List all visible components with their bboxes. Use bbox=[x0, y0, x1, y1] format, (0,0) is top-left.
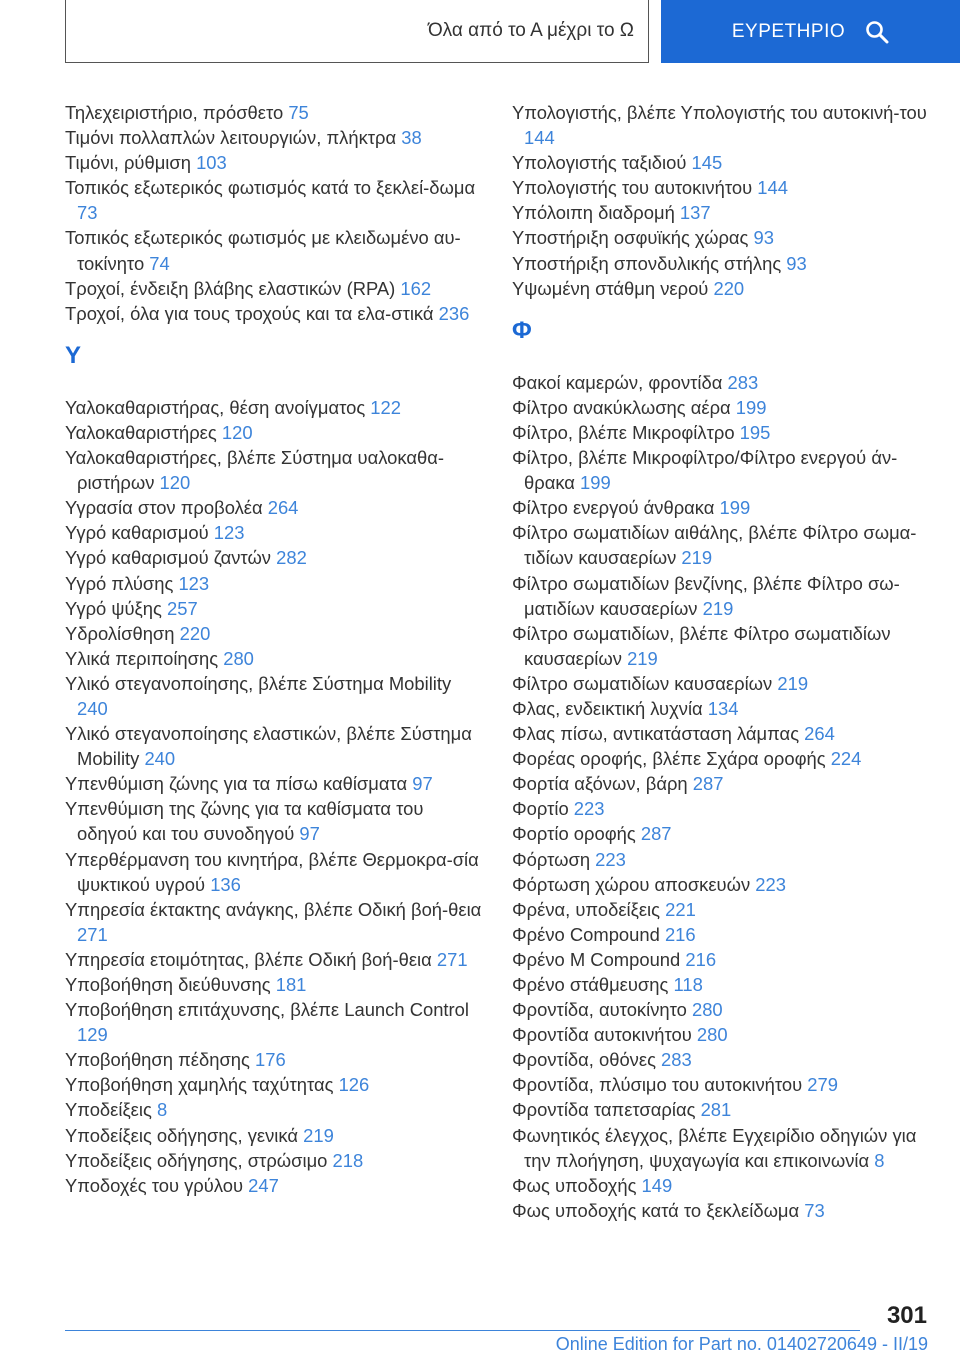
index-entry-text: Φορτίο οροφής bbox=[512, 823, 641, 845]
page-link[interactable]: 93 bbox=[786, 252, 807, 274]
index-entry bbox=[512, 746, 932, 771]
page-link[interactable]: 282 bbox=[276, 547, 307, 569]
index-entry bbox=[512, 495, 932, 520]
index-entry-text: Φόρτωση bbox=[512, 848, 596, 870]
index-entry bbox=[65, 997, 485, 1047]
page-link[interactable]: 144 bbox=[757, 177, 788, 199]
index-entry-text: Φόρτωση χώρου αποσκευών bbox=[512, 873, 756, 895]
index-entry-text: Υγρό καθαρισμού bbox=[65, 522, 214, 544]
index-entry-text: Υπολογιστής του αυτοκινήτου bbox=[512, 177, 758, 199]
page-link[interactable]: 181 bbox=[275, 974, 307, 995]
page-link[interactable]: 195 bbox=[739, 421, 771, 443]
index-entry-text: Φλας, ενδεικτική λυχνία bbox=[512, 697, 708, 719]
page-link[interactable]: 240 bbox=[77, 697, 108, 719]
page-link[interactable]: 8 bbox=[156, 1099, 168, 1121]
index-entry-text: Φορτίο bbox=[512, 798, 574, 820]
index-entry-text: Υποβοήθηση χαμηλής ταχύτητας bbox=[65, 1074, 339, 1096]
index-entry-text: Υαλοκαθαριστήρες, βλέπε Σύστημα υαλοκαθα-ριστήρων bbox=[65, 447, 444, 494]
index-entry bbox=[65, 1148, 485, 1173]
index-entry bbox=[65, 520, 485, 545]
left-entries-after bbox=[65, 395, 485, 1198]
page-link[interactable]: 223 bbox=[595, 848, 626, 870]
page-link[interactable]: 257 bbox=[166, 597, 198, 619]
index-entry-text: Υποβοήθηση διεύθυνσης bbox=[65, 974, 276, 995]
index-entry-text: Τοπικός εξωτερικός φωτισμός κατά το ξεκλεί-δωμα bbox=[65, 177, 476, 199]
index-entry bbox=[512, 947, 932, 972]
index-entry bbox=[512, 1123, 932, 1173]
index-entry-text: Φίλτρο ενεργού άνθρακα bbox=[512, 497, 720, 519]
a-to-z-tab[interactable] bbox=[65, 0, 649, 63]
index-entry bbox=[512, 175, 932, 200]
index-entry bbox=[65, 1173, 485, 1198]
index-entry-text: Φίλτρο, βλέπε Μικροφίλτρο/Φίλτρο ενεργού άν-θρακα bbox=[512, 447, 898, 494]
page-link[interactable]: 240 bbox=[144, 748, 176, 770]
index-entry-text: Υγρό ψύξης bbox=[65, 597, 167, 619]
index-entry-text: Φρένο M Compound bbox=[512, 948, 686, 970]
page-link[interactable]: 120 bbox=[221, 421, 253, 443]
index-column-left bbox=[65, 100, 485, 1198]
index-entry-text: Υπόλοιπη διαδρομή bbox=[512, 202, 680, 224]
index-entry-text: Φωνητικός έλεγχος, βλέπε Εγχειρίδιο οδηγιών για την πλοήγηση, ψυχαγωγία και επικοινωνία bbox=[512, 1124, 917, 1171]
index-entry-text: Υποδείξεις οδήγησης, γενικά bbox=[65, 1124, 304, 1146]
index-entry-text: Φρένο Compound bbox=[512, 923, 665, 945]
index-entry bbox=[512, 225, 932, 250]
page-link[interactable]: 271 bbox=[436, 948, 468, 970]
index-entry bbox=[65, 301, 485, 326]
page-link[interactable]: 283 bbox=[661, 1049, 692, 1071]
page-link[interactable]: 145 bbox=[691, 152, 723, 174]
index-entry-text: Φροντίδα αυτοκινήτου bbox=[512, 1024, 697, 1046]
a-to-z-label: Όλα από το Α μέχρι το Ω bbox=[427, 20, 634, 41]
page-link[interactable]: 176 bbox=[255, 1049, 286, 1071]
page-link[interactable]: 8 bbox=[874, 1149, 885, 1171]
index-entry bbox=[512, 671, 932, 696]
index-entry bbox=[65, 1072, 485, 1097]
page-link[interactable]: 38 bbox=[401, 127, 422, 149]
index-entry-text: Υποδείξεις bbox=[65, 1099, 157, 1121]
index-entry bbox=[65, 545, 485, 570]
index-entry bbox=[512, 520, 932, 570]
index-entry bbox=[65, 1047, 485, 1072]
index-entry-text: Τροχοί, όλα για τους τροχούς και τα ελα-στικά bbox=[65, 302, 439, 324]
index-entry-text: Υπολογιστής ταξιδιού bbox=[512, 152, 692, 174]
index-entry bbox=[65, 276, 485, 301]
page-link[interactable]: 134 bbox=[707, 697, 739, 719]
footer-divider bbox=[65, 1330, 860, 1331]
page-link[interactable]: 219 bbox=[303, 1124, 334, 1146]
page-link[interactable]: 220 bbox=[179, 622, 211, 644]
page-link[interactable]: 73 bbox=[804, 1199, 825, 1221]
page-link[interactable]: 216 bbox=[685, 948, 717, 970]
page-link[interactable]: 247 bbox=[248, 1174, 279, 1196]
page-link[interactable]: 218 bbox=[332, 1149, 364, 1171]
page-link[interactable]: 149 bbox=[641, 1174, 673, 1196]
index-entry-text: Υλικό στεγανοποίησης ελαστικών, βλέπε Σύστημα Mobility bbox=[65, 723, 472, 770]
index-entry-text: Υγρό καθαρισμού ζαντών bbox=[65, 547, 277, 569]
page-link[interactable]: 162 bbox=[400, 277, 432, 299]
page-link[interactable]: 224 bbox=[830, 748, 862, 770]
index-entry bbox=[65, 847, 485, 897]
index-entry bbox=[65, 721, 485, 771]
right-entries-before bbox=[512, 100, 932, 301]
index-entry-text: Φίλτρο ανακύκλωσης αέρα bbox=[512, 396, 736, 418]
index-entry bbox=[512, 1072, 932, 1097]
index-entry bbox=[65, 125, 485, 150]
footer-edition-text[interactable]: Online Edition for Part no. 01402720649 - II/19 bbox=[555, 1334, 928, 1354]
section-letter-upsilon: Υ bbox=[65, 341, 82, 369]
index-entry bbox=[65, 420, 485, 445]
index-entry-text: Υλικό στεγανοποίησης, βλέπε Σύστημα Mobility bbox=[65, 672, 452, 694]
page-link[interactable]: 219 bbox=[777, 672, 809, 694]
index-entry bbox=[512, 420, 932, 445]
page-link[interactable]: 264 bbox=[804, 723, 835, 745]
page-link[interactable]: 221 bbox=[665, 898, 696, 920]
index-entry-text: Υποστήριξη σπονδυλικής στήλης bbox=[512, 252, 787, 274]
index-entry bbox=[65, 445, 485, 495]
index-entry-text: Υγρασία στον προβολέα bbox=[65, 497, 268, 519]
index-entry bbox=[65, 972, 485, 997]
index-entry-text: Υλικά περιποίησης bbox=[65, 647, 224, 669]
index-entry bbox=[512, 150, 932, 175]
page-link[interactable]: 120 bbox=[159, 472, 191, 494]
page-link[interactable]: 264 bbox=[267, 497, 299, 519]
index-entry-text: Υαλοκαθαριστήρες bbox=[65, 421, 222, 443]
index-entry-text: Φορτία αξόνων, βάρη bbox=[512, 773, 693, 795]
index-entry bbox=[512, 445, 932, 495]
page-link[interactable]: 223 bbox=[755, 873, 786, 895]
index-entry-text: Φρένο στάθμευσης bbox=[512, 974, 674, 995]
page-link[interactable]: 75 bbox=[288, 102, 309, 123]
index-entry bbox=[512, 1022, 932, 1047]
page-link[interactable]: 236 bbox=[438, 302, 470, 324]
index-entry-text: Υπολογιστής, βλέπε Υπολογιστής του αυτοκινή-του bbox=[512, 102, 927, 123]
right-entries-after bbox=[512, 370, 932, 1223]
index-entry-text: Τοπικός εξωτερικός φωτισμός με κλειδωμένο αυ-τοκίνητο bbox=[65, 227, 461, 274]
page-link[interactable]: 283 bbox=[727, 371, 759, 393]
index-entry-text: Υψωμένη στάθμη νερού bbox=[512, 277, 714, 299]
page-link[interactable]: 97 bbox=[412, 773, 433, 795]
index-entry-text: Υποβοήθηση πέδησης bbox=[65, 1049, 256, 1071]
page-link[interactable]: 137 bbox=[679, 202, 711, 224]
page-link[interactable]: 123 bbox=[178, 572, 210, 594]
index-entry bbox=[65, 150, 485, 175]
index-entry bbox=[65, 897, 485, 947]
index-entry bbox=[65, 1097, 485, 1122]
index-entry bbox=[512, 972, 932, 997]
index-entry bbox=[65, 646, 485, 671]
index-entry bbox=[512, 100, 932, 150]
page-link[interactable]: 280 bbox=[691, 999, 723, 1021]
page-link[interactable]: 103 bbox=[196, 152, 227, 174]
index-entry bbox=[512, 922, 932, 947]
index-entry-text: Φίλτρο σωματιδίων, βλέπε Φίλτρο σωματιδίων καυσαερίων bbox=[512, 622, 891, 669]
index-entry bbox=[65, 596, 485, 621]
index-entry-text: Τιμόνι, ρύθμιση bbox=[65, 152, 197, 174]
index-entry bbox=[512, 370, 932, 395]
page-link[interactable]: 271 bbox=[77, 923, 108, 945]
index-entry-text: Φρένα, υποδείξεις bbox=[512, 898, 666, 920]
index-entry-text: Τηλεχειριστήριο, πρόσθετο bbox=[65, 102, 289, 123]
index-entry bbox=[65, 947, 485, 972]
index-entry-text: Υπηρεσία ετοιμότητας, βλέπε Οδική βοή-θεια bbox=[65, 948, 437, 970]
page-link[interactable]: 199 bbox=[580, 472, 611, 494]
index-entry bbox=[512, 696, 932, 721]
index-entry bbox=[512, 821, 932, 846]
page-link[interactable]: 223 bbox=[573, 798, 605, 820]
page-link[interactable]: 280 bbox=[223, 647, 254, 669]
index-entry-text: Φίλτρο σωματιδίων καυσαερίων bbox=[512, 672, 778, 694]
index-entry bbox=[512, 721, 932, 746]
index-entry-text: Υπερθέρμανση του κινητήρα, βλέπε Θερμοκρα-σία ψυκτικού υγρού bbox=[65, 848, 479, 895]
index-column-right bbox=[512, 100, 932, 1223]
page-link[interactable]: 118 bbox=[673, 974, 703, 995]
page-link[interactable]: 136 bbox=[210, 873, 241, 895]
index-entry-text: Φορέας οροφής, βλέπε Σχάρα οροφής bbox=[512, 748, 831, 770]
index-entry-text: Φροντίδα ταπετσαρίας bbox=[512, 1099, 701, 1121]
page-link[interactable]: 97 bbox=[299, 823, 320, 845]
index-entry-text: Φροντίδα, οθόνες bbox=[512, 1049, 662, 1071]
page-link[interactable]: 281 bbox=[700, 1099, 732, 1121]
index-entry bbox=[65, 1123, 485, 1148]
index-entry-text: Υποδείξεις οδήγησης, στρώσιμο bbox=[65, 1149, 333, 1171]
index-entry bbox=[512, 276, 932, 301]
index-entry bbox=[512, 251, 932, 276]
index-entry-text: Φακοί καμερών, φροντίδα bbox=[512, 371, 728, 393]
index-entry bbox=[512, 872, 932, 897]
index-entry bbox=[65, 395, 485, 420]
index-entry-text: Τροχοί, ένδειξη βλάβης ελαστικών (RPA) bbox=[65, 277, 401, 299]
page-link[interactable]: 122 bbox=[370, 396, 401, 418]
index-entry-text: Υπενθύμιση ζώνης για τα πίσω καθίσματα bbox=[65, 773, 413, 795]
page-link[interactable]: 93 bbox=[753, 227, 774, 249]
index-tab[interactable] bbox=[661, 0, 960, 63]
index-entry-text: Φίλτρο σωματιδίων αιθάλης, βλέπε Φίλτρο σωμα-τιδίων καυσαερίων bbox=[512, 522, 917, 569]
index-entry bbox=[512, 771, 932, 796]
index-entry bbox=[512, 1097, 932, 1122]
index-entry-text: Υπηρεσία έκτακτης ανάγκης, βλέπε Οδική βοή-θεια bbox=[65, 898, 482, 920]
index-label: ΕΥΡΕΤΗΡΙΟ bbox=[731, 20, 846, 42]
index-entry-text: Υαλοκαθαριστήρας, θέση ανοίγματος bbox=[65, 396, 371, 418]
index-entry-text: Υποστήριξη οσφυϊκής χώρας bbox=[512, 227, 754, 249]
page-link[interactable]: 199 bbox=[719, 497, 751, 519]
index-entry-text: Τιμόνι πολλαπλών λειτουργιών, πλήκτρα bbox=[65, 127, 402, 149]
page-link[interactable]: 219 bbox=[681, 547, 713, 569]
index-entry bbox=[65, 571, 485, 596]
page-link[interactable]: 287 bbox=[640, 823, 672, 845]
index-entry bbox=[512, 796, 932, 821]
index-entry bbox=[65, 671, 485, 721]
index-entry-text: Φροντίδα, αυτοκίνητο bbox=[512, 999, 692, 1021]
index-entry bbox=[65, 771, 485, 796]
page-link[interactable]: 219 bbox=[627, 647, 658, 669]
index-entry bbox=[512, 200, 932, 225]
section-letter-phi: Φ bbox=[512, 316, 532, 344]
page-link[interactable]: 280 bbox=[696, 1024, 728, 1046]
left-entries-before bbox=[65, 100, 485, 326]
index-entry-text: Φλας πίσω, αντικατάσταση λάμπας bbox=[512, 723, 805, 745]
index-entry-text: Υπενθύμιση της ζώνης για τα καθίσματα του οδηγού και του συνοδηγού bbox=[65, 798, 424, 845]
index-entry bbox=[65, 175, 485, 225]
page-link[interactable]: 287 bbox=[692, 773, 724, 795]
page-number: 301 bbox=[886, 1302, 927, 1329]
page-link[interactable]: 279 bbox=[807, 1074, 838, 1096]
page-link[interactable]: 74 bbox=[149, 252, 170, 274]
index-entry bbox=[512, 1047, 932, 1072]
page-link[interactable]: 216 bbox=[664, 923, 696, 945]
index-entry-text: Υγρό πλύσης bbox=[65, 572, 179, 594]
index-entry bbox=[512, 1173, 932, 1198]
page-link[interactable]: 123 bbox=[213, 522, 245, 544]
index-entry bbox=[512, 847, 932, 872]
index-entry-text: Φίλτρο σωματιδίων βενζίνης, βλέπε Φίλτρο σω-ματιδίων καυσαερίων bbox=[512, 572, 900, 619]
index-entry-text: Φίλτρο, βλέπε Μικροφίλτρο bbox=[512, 421, 740, 443]
index-entry-text: Φως υποδοχής bbox=[512, 1174, 642, 1196]
index-entry bbox=[65, 100, 485, 125]
index-entry bbox=[65, 225, 485, 275]
search-icon bbox=[865, 20, 889, 44]
index-entry-text: Υποβοήθηση επιτάχυνσης, βλέπε Launch Control bbox=[65, 999, 469, 1021]
index-entry-text: Φως υποδοχής κατά το ξεκλείδωμα bbox=[512, 1199, 805, 1221]
index-entry-text: Φροντίδα, πλύσιμο του αυτοκινήτου bbox=[512, 1074, 808, 1096]
index-entry bbox=[512, 621, 932, 671]
index-entry bbox=[65, 796, 485, 846]
index-entry bbox=[512, 997, 932, 1022]
page-link[interactable]: 144 bbox=[524, 127, 555, 149]
index-entry bbox=[512, 1198, 932, 1223]
page-link[interactable]: 199 bbox=[735, 396, 767, 418]
index-entry-text: Υποδοχές του γρύλου bbox=[65, 1174, 249, 1196]
page-link[interactable]: 129 bbox=[77, 1024, 108, 1046]
page-link[interactable]: 219 bbox=[702, 597, 734, 619]
index-entry bbox=[512, 395, 932, 420]
index-entry bbox=[65, 621, 485, 646]
index-entry bbox=[65, 495, 485, 520]
page-link[interactable]: 73 bbox=[77, 202, 98, 224]
index-entry bbox=[512, 571, 932, 621]
page-link[interactable]: 126 bbox=[338, 1074, 370, 1096]
index-entry-text: Υδρολίσθηση bbox=[65, 622, 180, 644]
page-link[interactable]: 220 bbox=[713, 277, 745, 299]
index-entry bbox=[512, 897, 932, 922]
